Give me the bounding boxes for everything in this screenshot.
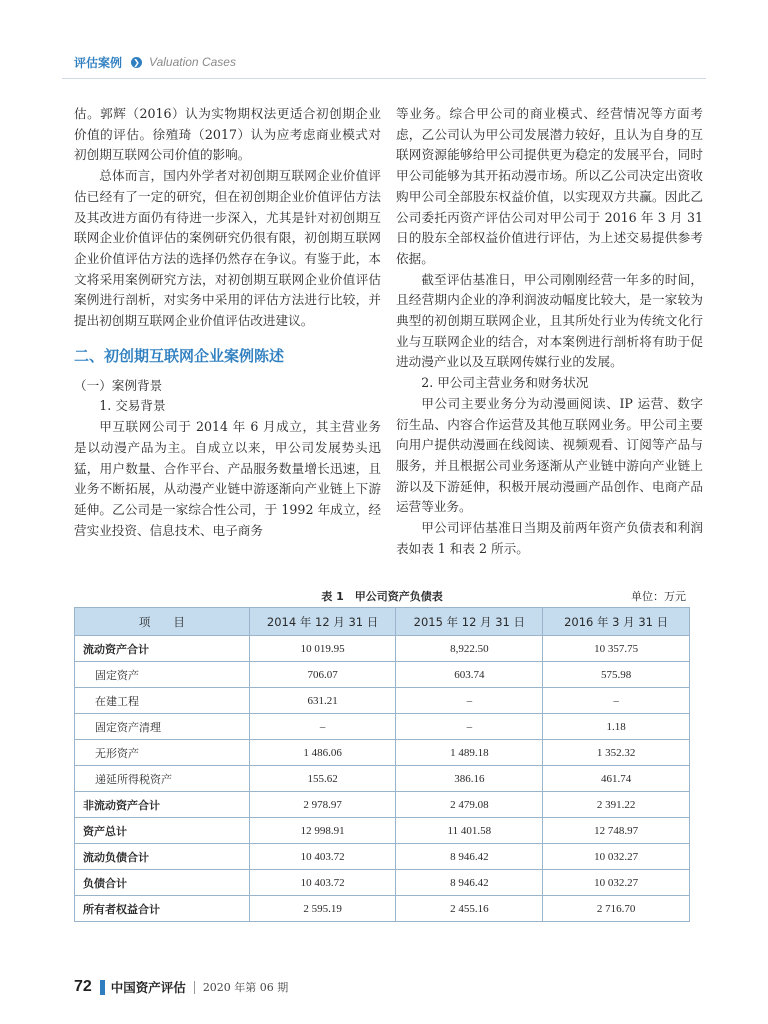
paragraph: 甲互联网公司于 2014 年 6 月成立，其主营业务是以动漫产品为主。自成立以来，甲公司发展势头迅猛，用户数量、合作平台、产品服务数量增长迅速，且业务不断拓展，从动漫产业链中游逐渐向产业链上下游延伸。乙公司是一家综合性公司，于 1992 年成立，经营实业投资、信息技术、电子商务 xyxy=(74,419,381,538)
row-label: 资产总计 xyxy=(75,818,250,844)
paragraph: 总体而言，国内外学者对初创期互联网企业价值评估已经有了一定的研究，但在初创期企业价值评估方法及其改进方面仍有待进一步深入，尤其是针对初创期互联网企业价值评估的案例研究仍很有限，初创期互联网企业价值评估方法的选择仍然存在争议。有鉴于此，本文将采用案例研究方法，对初创期互联网企业价值评估案例进行剖析，对实务中采用的评估方法进行比较，并提出初创期互联网企业价值评估改进建议。 xyxy=(74,168,381,329)
cell-value: 8 946.42 xyxy=(396,844,543,870)
cell-value: 2 978.97 xyxy=(249,792,396,818)
column-header: 2016 年 3 月 31 日 xyxy=(543,608,690,636)
paragraph: 甲公司评估基准日当期及前两年资产负债表和利润表如表 1 和表 2 所示。 xyxy=(396,520,703,556)
cell-value: 1.18 xyxy=(543,714,690,740)
table-row xyxy=(75,740,690,766)
row-label: 非流动资产合计 xyxy=(75,792,250,818)
table-header-row xyxy=(75,608,690,636)
section-name-cn: 评估案例 xyxy=(74,55,123,70)
cell-value: – xyxy=(249,714,396,740)
row-label: 流动负债合计 xyxy=(75,844,250,870)
chevron-right-icon: ❯ xyxy=(131,57,142,68)
row-label: 所有者权益合计 xyxy=(75,896,250,922)
row-label: 递延所得税资产 xyxy=(75,766,250,792)
cell-value: 10 403.72 xyxy=(249,870,396,896)
subheading: 1. 交易背景 xyxy=(99,398,166,414)
cell-value: 12 998.91 xyxy=(249,818,396,844)
cell-value: 1 352.32 xyxy=(543,740,690,766)
table-row xyxy=(75,870,690,896)
section-name-en: Valuation Cases xyxy=(149,55,236,69)
cell-value: – xyxy=(396,714,543,740)
table-caption-row xyxy=(74,588,690,604)
cell-value: – xyxy=(543,688,690,714)
table-row xyxy=(75,896,690,922)
page-header xyxy=(74,52,236,72)
paragraph: 甲公司主要业务分为动漫画阅读、IP 运营、数字衍生品、内容合作运营及其他互联网业务。甲公司主要向用户提供动漫画在线阅读、视频观看、订阅等产品与服务，并且根据公司业务逐渐从产业链中游向产业链上游以及下游延伸，积极开展动漫画产品创作、电商产品运营等业务。 xyxy=(396,395,703,515)
cell-value: 631.21 xyxy=(249,688,396,714)
table-row xyxy=(75,818,690,844)
cell-value: 2 716.70 xyxy=(543,896,690,922)
footer-divider xyxy=(194,981,195,994)
page-number: 72 xyxy=(74,978,92,995)
table-row xyxy=(75,636,690,662)
cell-value: 1 489.18 xyxy=(396,740,543,766)
cell-value: 10 357.75 xyxy=(543,636,690,662)
balance-sheet-table xyxy=(74,607,690,922)
left-column xyxy=(74,104,381,541)
cell-value: 575.98 xyxy=(543,662,690,688)
table-row xyxy=(75,792,690,818)
cell-value: 706.07 xyxy=(249,662,396,688)
header-divider xyxy=(62,78,706,79)
journal-name: 中国资产评估 xyxy=(110,980,186,995)
cell-value: 603.74 xyxy=(396,662,543,688)
cell-value: 2 391.22 xyxy=(543,792,690,818)
paragraph: 等业务。综合甲公司的商业模式、经营情况等方面考虑，乙公司认为甲公司发展潜力较好，且认为自身的互联网资源能够给甲公司提供更为稳定的发展平台，同时甲公司能够为其开拓动漫市场。所以乙公司决定出资收购甲公司全部股东权益价值，以实现双方共赢。因此乙公司委托丙资产评估公司对甲公司于 2016 年 3 月 31 日的股东全部权益价值进行评估，为上述交易提供参考依据。 xyxy=(396,106,703,266)
cell-value: 10 019.95 xyxy=(249,636,396,662)
row-label: 无形资产 xyxy=(75,740,250,766)
cell-value: 2 455.16 xyxy=(396,896,543,922)
table-row xyxy=(75,714,690,740)
table-row xyxy=(75,662,690,688)
cell-value: 10 032.27 xyxy=(543,870,690,896)
subheading: 2. 甲公司主营业务和财务状况 xyxy=(421,375,589,391)
cell-value: 12 748.97 xyxy=(543,818,690,844)
table-unit: 单位：万元 xyxy=(631,590,686,603)
page-footer xyxy=(74,977,288,997)
section-title: 二、初创期互联网企业案例陈述 xyxy=(74,346,285,365)
subheading: （一）案例背景 xyxy=(74,377,163,393)
cell-value: 8,922.50 xyxy=(396,636,543,662)
cell-value: 155.62 xyxy=(249,766,396,792)
column-header: 2015 年 12 月 31 日 xyxy=(396,608,543,636)
row-label: 流动资产合计 xyxy=(75,636,250,662)
table-title: 表 1 甲公司资产负债表 xyxy=(321,590,443,603)
row-label: 固定资产 xyxy=(75,662,250,688)
cell-value: – xyxy=(396,688,543,714)
row-label: 在建工程 xyxy=(75,688,250,714)
cell-value: 2 595.19 xyxy=(249,896,396,922)
column-header: 项 目 xyxy=(75,608,250,636)
cell-value: 2 479.08 xyxy=(396,792,543,818)
column-header: 2014 年 12 月 31 日 xyxy=(249,608,396,636)
row-label: 固定资产清理 xyxy=(75,714,250,740)
row-label: 负债合计 xyxy=(75,870,250,896)
cell-value: 461.74 xyxy=(543,766,690,792)
cell-value: 11 401.58 xyxy=(396,818,543,844)
cell-value: 8 946.42 xyxy=(396,870,543,896)
issue-label: 2020 年第 06 期 xyxy=(202,981,289,994)
right-column xyxy=(396,104,703,559)
cell-value: 10 403.72 xyxy=(249,844,396,870)
cell-value: 10 032.27 xyxy=(543,844,690,870)
paragraph: 估。郭辉（2016）认为实物期权法更适合初创期企业价值的评估。徐殖琦（2017）认为应考虑商业模式对初创期互联网公司价值的影响。 xyxy=(74,106,381,163)
table-row xyxy=(75,688,690,714)
table-row xyxy=(75,766,690,792)
cell-value: 386.16 xyxy=(396,766,543,792)
footer-accent-bar xyxy=(100,980,105,995)
cell-value: 1 486.06 xyxy=(249,740,396,766)
table-row xyxy=(75,844,690,870)
paragraph: 截至评估基准日，甲公司刚刚经营一年多的时间，且经营期内企业的净利润波动幅度比较大，是一家较为典型的初创期互联网企业，且其所处行业为传统文化行业与互联网企业的结合，对本案例进行剖析将有助于促进动漫产业以及互联网传媒行业的发展。 xyxy=(396,271,703,370)
